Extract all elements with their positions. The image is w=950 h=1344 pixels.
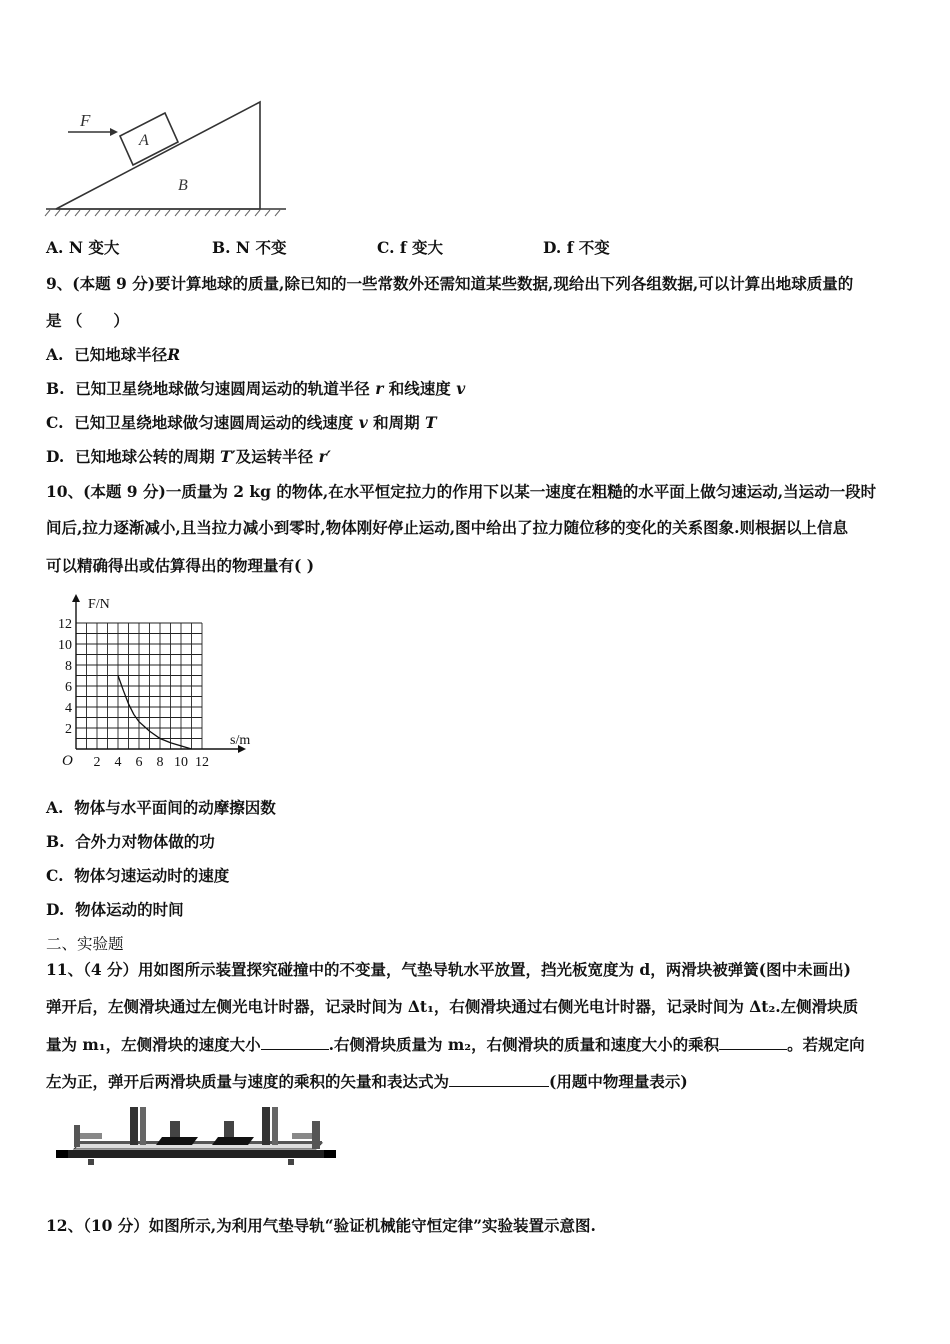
force-displacement-chart [50, 592, 270, 774]
y-tick-label: 4 [65, 701, 72, 716]
q10-stem-line1: 10、(本题 9 分)一质量为 2 kg 的物体,在水平恒定拉力的作用下以某一速度在粗糙的水平面上做匀速运动,当运动一段时 [46, 482, 877, 501]
q10-option-a: A. 物体与水平面间的动摩擦因数 [46, 798, 276, 817]
answer-blank-2[interactable] [719, 1035, 787, 1050]
q11-line1: 11、（4 分）用如图所示装置探究碰撞中的不变量，气垫导轨水平放置，挡光板宽度为 d，两滑块被弹簧(图中未画出) [46, 960, 851, 979]
q8-option-a: A. N 变大 [46, 238, 120, 257]
q8-option-d: D. f 不变 [543, 238, 610, 257]
answer-blank-3[interactable] [449, 1072, 549, 1087]
q11-line2: 弹开后，左侧滑块通过左侧光电计时器，记录时间为 Δt₁，右侧滑块通过右侧光电计时器，记录时间为 Δt₂.左侧滑块质 [46, 997, 859, 1016]
block-a-label: A [139, 132, 149, 149]
q10-option-c: C. 物体匀速运动时的速度 [46, 866, 230, 885]
q10-option-d: D. 物体运动的时间 [46, 900, 184, 919]
x-tick-label: 10 [174, 755, 188, 770]
x-tick-label: 8 [156, 755, 164, 770]
q9-stem-line2: 是 （ ） [46, 311, 129, 330]
chart-axes [72, 594, 246, 753]
y-axis-label: F/N [88, 597, 110, 612]
q11-line4: 左为正，弹开后两滑块质量与速度的乘积的矢量和表达式为 (用题中物理量表示) [46, 1072, 688, 1091]
y-tick-label: 6 [65, 680, 72, 695]
q10-stem-line3: 可以精确得出或估算得出的物理量有( ) [46, 556, 315, 575]
q11-line3: 量为 m₁，左侧滑块的速度大小 .右侧滑块质量为 m₂，右侧滑块的质量和速度大小的乘积 。若规定向 [46, 1035, 865, 1054]
q8-option-c: C. f 变大 [377, 238, 443, 257]
q9-option-b: B. 已知卫星绕地球做匀速圆周运动的轨道半径 r 和线速度 v [46, 379, 466, 398]
x-axis-label: s/m [230, 733, 251, 748]
y-tick-label: 8 [65, 659, 72, 674]
chart-series [118, 676, 192, 750]
q9-option-d: D. 已知地球公转的周期 T′及运转半径 r′ [46, 447, 331, 466]
incline-figure [42, 98, 292, 220]
x-tick-label: 2 [93, 755, 101, 770]
q12-line: 12、（10 分）如图所示,为利用气垫导轨“验证机械能守恒定律”实验装置示意图. [46, 1216, 596, 1235]
air-track-figure [52, 1103, 337, 1173]
block-b-label: B [178, 177, 188, 194]
y-tick-label: 2 [65, 722, 72, 737]
y-axis-arrow [72, 594, 80, 602]
y-tick-label: 10 [58, 638, 72, 653]
y-tick-label: 12 [58, 617, 72, 632]
q10-option-b: B. 合外力对物体做的功 [46, 832, 215, 851]
q10-stem-line2: 间后,拉力逐渐减小,且当拉力减小到零时,物体刚好停止运动,图中给出了拉力随位移的变化的关系图象.则根据以上信息 [46, 518, 848, 537]
q9-stem-line1: 9、(本题 9 分)要计算地球的质量,除已知的一些常数外还需知道某些数据,现给出下列各组数据,可以计算出地球质量的 [46, 274, 854, 293]
series-line [118, 676, 192, 750]
x-tick-label: 4 [114, 755, 122, 770]
q9-option-c: C. 已知卫星绕地球做匀速圆周运动的线速度 v 和周期 T [46, 413, 437, 432]
x-tick-label: 12 [195, 755, 209, 770]
chart-grid [76, 623, 202, 749]
force-label: F [80, 111, 91, 130]
q8-option-b: B. N 不变 [212, 238, 287, 257]
origin-label: O [62, 753, 73, 769]
x-tick-label: 6 [135, 755, 143, 770]
q9-option-a: A. 已知地球半径R [46, 345, 181, 364]
section-title: 二、实验题 [46, 935, 124, 953]
answer-blank-1[interactable] [261, 1035, 329, 1050]
